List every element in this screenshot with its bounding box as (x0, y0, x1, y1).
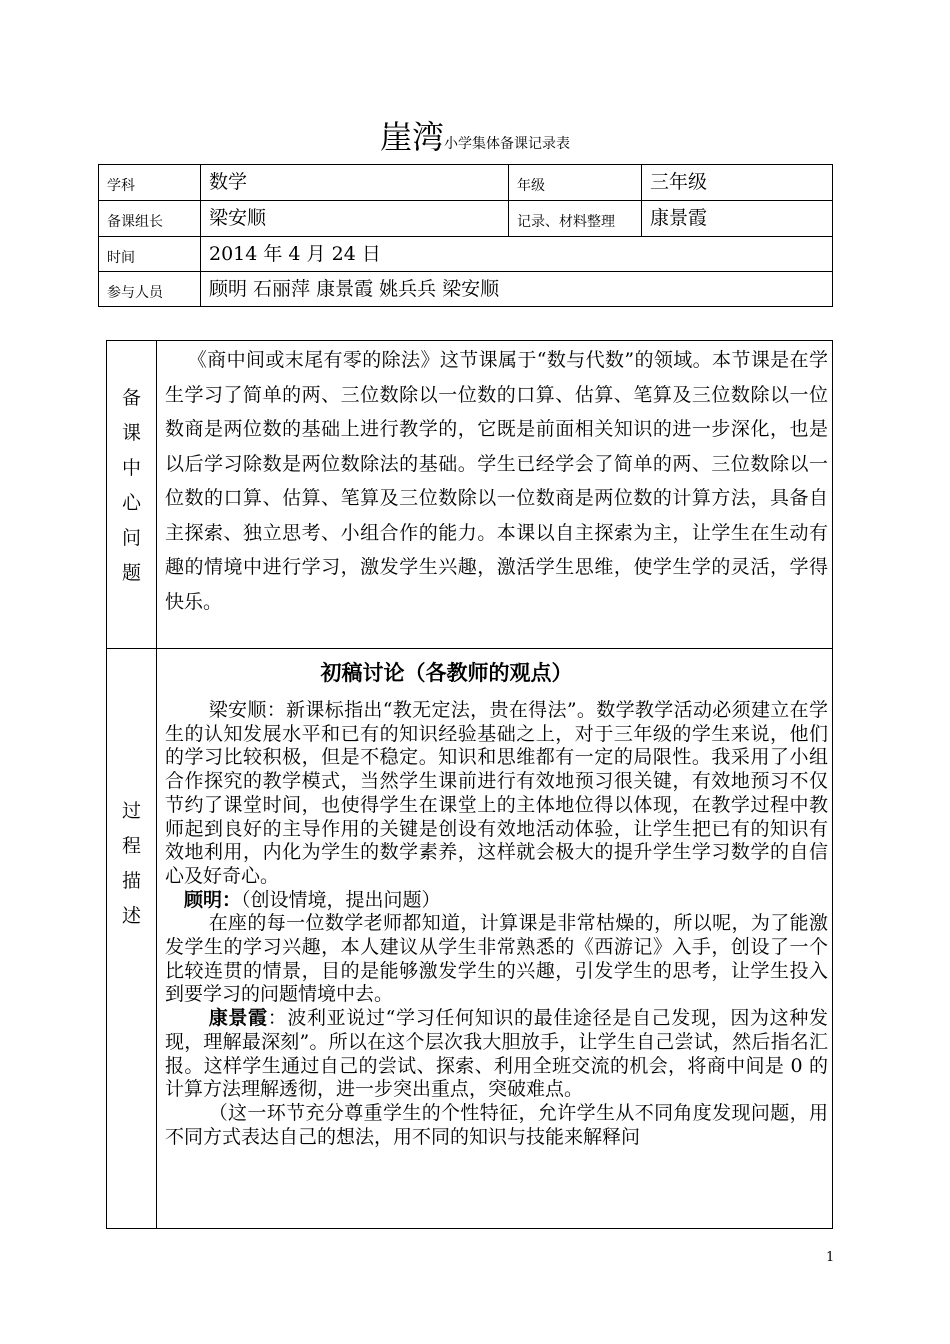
paragraph-gu: 在座的每一位数学老师都知道，计算课是非常枯燥的，所以呢，为了能激发学生的学习兴趣，本人建议从学生非常熟悉的《西游记》入手，创设了一个比较连贯的情景，目的是能够激发学生的兴趣，引发学生的思考，让学生投入到要学习的问题情境中去。 (165, 912, 828, 1006)
side-char: 课 (121, 422, 141, 444)
speaker-kang: 康景霞 (208, 1007, 268, 1030)
grade-value: 三年级 (642, 165, 833, 201)
info-row-subject (99, 165, 833, 201)
speaker-liang: 梁安顺 (208, 699, 267, 721)
grade-label: 年级 (509, 165, 642, 201)
discussion-heading: 初稿讨论（各教师的观点） (320, 661, 573, 685)
paragraph-kang (165, 1007, 828, 1102)
side-char: 问 (121, 527, 141, 549)
speaker-gu: 顾明： (184, 888, 242, 911)
center-question-content (157, 341, 833, 649)
side-char: 题 (121, 562, 141, 584)
leader-value: 梁安顺 (201, 201, 509, 237)
subject-value: 数学 (201, 165, 509, 201)
side-char: 述 (121, 905, 141, 927)
members-label: 参与人员 (99, 272, 201, 307)
page-number: 1 (826, 1250, 835, 1265)
center-question-side-label (107, 341, 157, 649)
leader-label: 备课组长 (99, 201, 201, 237)
time-value: 2014 年 4 月 24 日 (201, 237, 833, 272)
side-char: 描 (121, 870, 141, 892)
side-char: 过 (121, 800, 141, 822)
info-row-time (99, 237, 833, 272)
side-char: 程 (121, 835, 141, 857)
paragraph-gu-header (165, 889, 828, 913)
text-kang: ：波利亚说过“学习任何知识的最佳途径是自己发现，因为这种发现，理解最深刻”。所以在这个层次我大胆放手，让学生自己尝试，然后指名汇报。这样学生通过自己的尝试、探索、利用全班交流的机会，将商中间是 0 的计算方法理解透彻，进一步突出重点，突破难点。 (165, 1007, 828, 1101)
info-table (98, 164, 833, 307)
paragraph-liang (165, 699, 828, 889)
text-liang: ：新课标指出“教无定法，贵在得法”。数学教学活动必须建立在学生的认知发展水平和已有的知识经验基础之上，对于三年级的学生来说，他们的学习比较积极，但是不稳定。知识和思维都有一定的局限性。我采用了小组合作探究的教学模式，当然学生课前进行有效地预习很关键，有效地预习不仅节约了课堂时间，也使得学生在课堂上的主体地位得以体现，在教学过程中教师起到良好的主导作用的关键是创设有效地活动体验，让学生把已有的知识有效地利用，内化为学生的数学素养，这样就会极大的提升学生学习数学的自信心及好奇心。 (165, 699, 828, 887)
title-school: 崖湾 (379, 118, 444, 156)
record-table (106, 340, 833, 1229)
process-side-label (107, 649, 157, 1229)
paragraph-note: （这一环节充分尊重学生的个性特征，允许学生从不同角度发现问题，用不同方式表达自己的想法，用不同的知识与技能来解释问 (165, 1101, 828, 1148)
members-value: 顾明 石丽萍 康景霞 姚兵兵 梁安顺 (201, 272, 833, 307)
text-gu-header: （创设情境，提出问题） (241, 888, 441, 911)
process-row (107, 649, 833, 1229)
side-char: 心 (121, 492, 141, 514)
info-row-leader (99, 201, 833, 237)
side-char: 中 (121, 457, 141, 479)
side-char: 备 (121, 387, 141, 409)
process-content (157, 649, 833, 1229)
recorder-value: 康景霞 (642, 201, 833, 237)
subject-label: 学科 (99, 165, 201, 201)
center-question-row (107, 341, 833, 649)
document-title (0, 112, 950, 158)
time-label: 时间 (99, 237, 201, 272)
title-form-name: 小学集体备课记录表 (444, 136, 570, 152)
center-question-text: 《商中间或末尾有零的除法》这节课属于“数与代数”的领域。本节课是在学生学习了简单的两、三位数除以一位数的口算、估算、笔算及三位数除以一位数商是两位数的基础上进行教学的，它既是前面相关知识的进一步深化，也是以后学习除数是两位数除法的基础。学生已经学会了简单的两、三位数除以一位数的口算、估算、笔算及三位数除以一位数商是两位数的计算方法，具备自主探索、独立思考、小组合作的能力。本课以自主探索为主，让学生在生动有趣的情境中进行学习，激发学生兴趣，激活学生思维，使学生学的灵活，学得快乐。 (165, 349, 828, 613)
info-row-members (99, 272, 833, 307)
recorder-label: 记录、材料整理 (509, 201, 642, 237)
